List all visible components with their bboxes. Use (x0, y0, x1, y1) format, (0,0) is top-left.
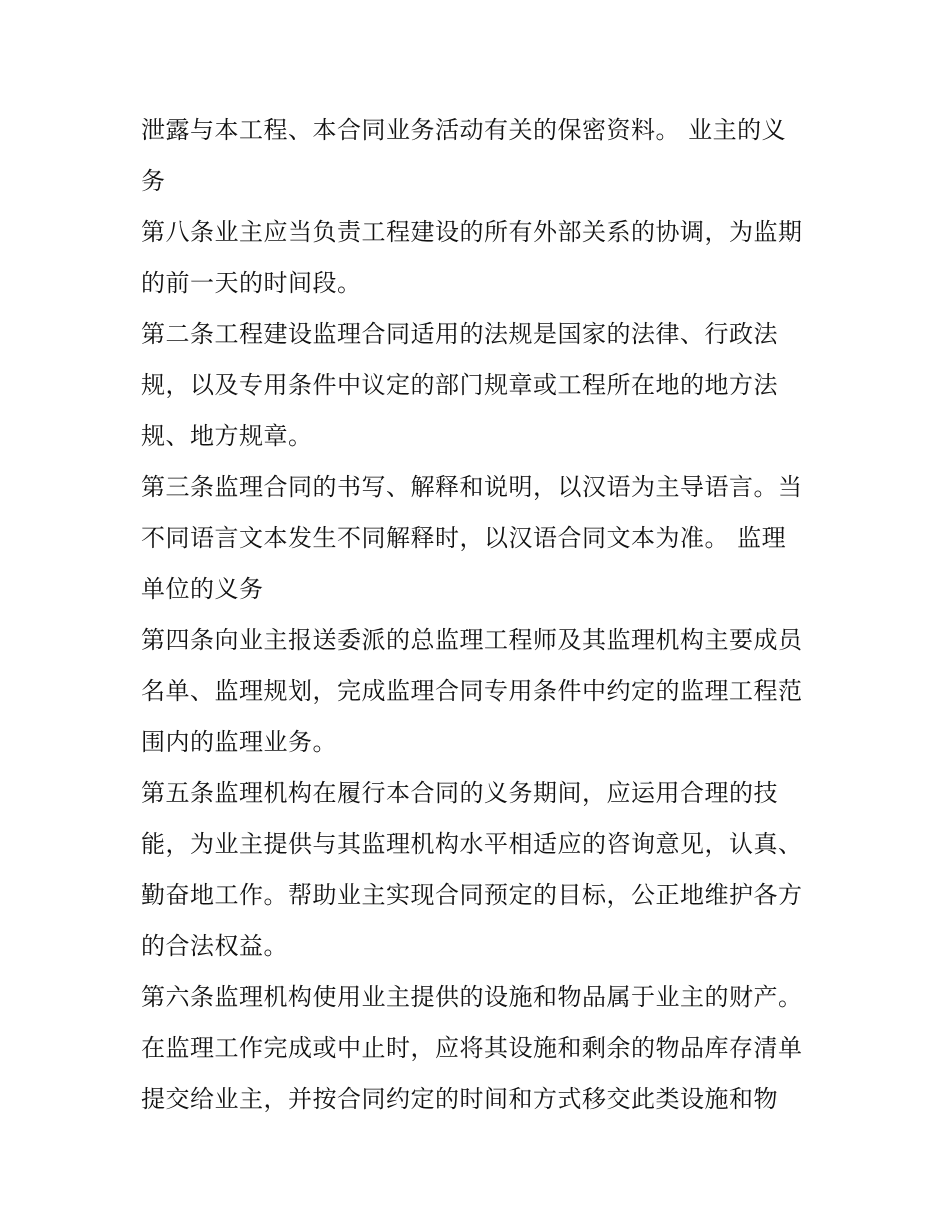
text-line: 第五条监理机构在履行本合同的义务期间，应运用合理的技 (141, 779, 778, 807)
text-line: 第八条业主应当负责工程建设的所有外部关系的协调，为监期 (141, 218, 803, 246)
text-line: 第四条向业主报送委派的总监理工程师及其监理机构主要成员 (141, 626, 803, 654)
document-body (141, 105, 821, 1125)
text-line: 提交给业主，并按合同约定的时间和方式移交此类设施和物 (141, 1085, 778, 1113)
text-line: 不同语言文本发生不同解释时，以汉语合同文本为准。 监理 (141, 524, 787, 552)
text-line: 第二条工程建设监理合同适用的法规是国家的法律、行政法 (141, 320, 778, 348)
text-line: 规、地方规章。 (141, 422, 313, 450)
text-line: 勤奋地工作。帮助业主实现合同预定的目标，公正地维护各方 (141, 881, 803, 909)
text-line: 第六条监理机构使用业主提供的设施和物品属于业主的财产。 (141, 983, 803, 1011)
text-line: 能，为业主提供与其监理机构水平相适应的咨询意见，认真、 (141, 830, 803, 858)
text-line: 第三条监理合同的书写、解释和说明，以汉语为主导语言。当 (141, 473, 803, 501)
text-line: 的合法权益。 (141, 932, 288, 960)
text-line: 单位的义务 (141, 575, 264, 603)
text-line: 在监理工作完成或中止时，应将其设施和剩余的物品库存清单 (141, 1034, 803, 1062)
text-line: 围内的监理业务。 (141, 728, 337, 756)
text-line: 的前一天的时间段。 (141, 269, 362, 297)
text-line: 规，以及专用条件中议定的部门规章或工程所在地的地方法 (141, 371, 778, 399)
text-line: 泄露与本工程、本合同业务活动有关的保密资料。 业主的义 (141, 116, 787, 144)
text-line: 名单、监理规划，完成监理合同专用条件中约定的监理工程范 (141, 677, 803, 705)
text-line: 务 (141, 167, 166, 195)
